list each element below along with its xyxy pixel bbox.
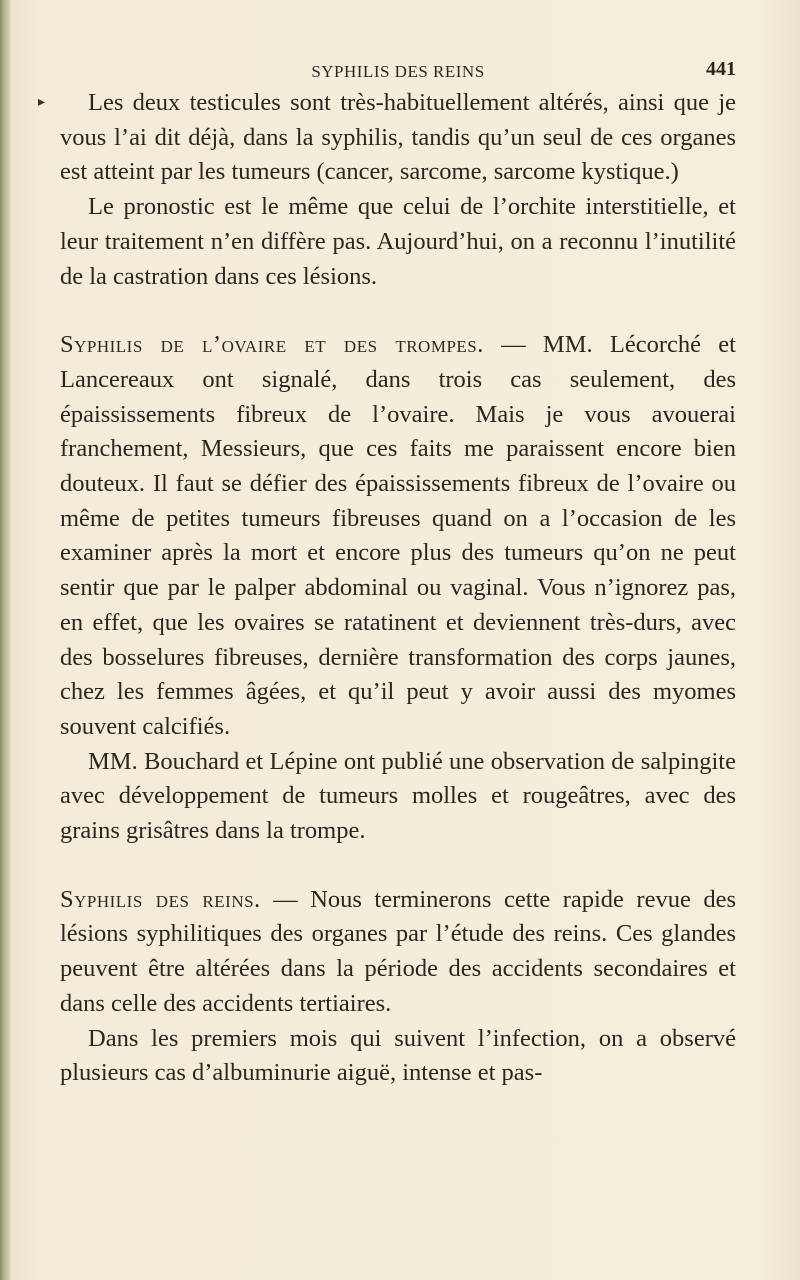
page-number: 441: [706, 58, 736, 80]
body-text: [60, 86, 736, 1091]
section-ovaire: [60, 328, 736, 744]
paragraph-albuminurie: Dans les premiers mois qui suivent l’infection, on a observé plusieurs cas d’albuminurie aiguë, intense et pas-: [60, 1024, 736, 1087]
paragraph-pronostic: Le pronostic est le même que celui de l’orchite interstitielle, et leur traitement n’en diffère pas. Aujourd’hui, on a reconnu l’inutilité de la castration dans ces lésions.: [60, 193, 736, 290]
section-text-ovaire: — MM. Lécorché et Lancereaux ont signalé, dans trois cas seulement, des épaississements fibreux de l’ovaire. Mais je vous avouerai franchement, Messieurs, que ces faits me paraissent encore bien douteux. Il faut se défier des épaississements fibreux de l’ovaire ou même de petites tumeurs fibreuses quand on a l’occasion de les examiner après la mort et encore plus des tumeurs qu’on ne peut sentir que par le palper abdominal ou vaginal. Vous n’ignorez pas, en effet, que les ovaires se ratatinent et deviennent très-durs, avec des bosselures fibreuses, dernière transformation des corps jaunes, chez les femmes âgées, et qu’il peut y avoir aussi des myomes souvent calcifiés.: [60, 331, 736, 740]
paragraph-testicules: Les deux testicules sont très-habituellement altérés, ainsi que je vous l’ai dit déjà, dans la syphilis, tandis qu’un seul de ces organes est atteint par les tumeurs (cancer, sarcome, sarcome kystique.): [60, 89, 736, 186]
section-text-reins: — Nous terminerons cette rapide revue des lésions syphilitiques des organes par l’étude des reins. Ces glandes peuvent être altérées dans la période des accidents secondaires et dans celle des accidents tertiaires.: [60, 885, 736, 1017]
running-head: SYPHILIS DES REINS: [311, 62, 485, 81]
section-reins: [60, 883, 736, 1022]
paragraph-salpingite: MM. Bouchard et Lépine ont publié une observation de salpingite avec développement de tumeurs molles et rougeâtres, avec des grains grisâtres dans la trompe.: [60, 747, 736, 845]
section-heading-reins: Syphilis des reins.: [60, 885, 261, 913]
margin-mark: ▸: [38, 95, 46, 110]
section-heading-ovaire: Syphilis de l’ovaire et des trompes.: [60, 331, 484, 359]
page-gutter: [0, 0, 10, 1280]
page-header: [60, 58, 736, 88]
